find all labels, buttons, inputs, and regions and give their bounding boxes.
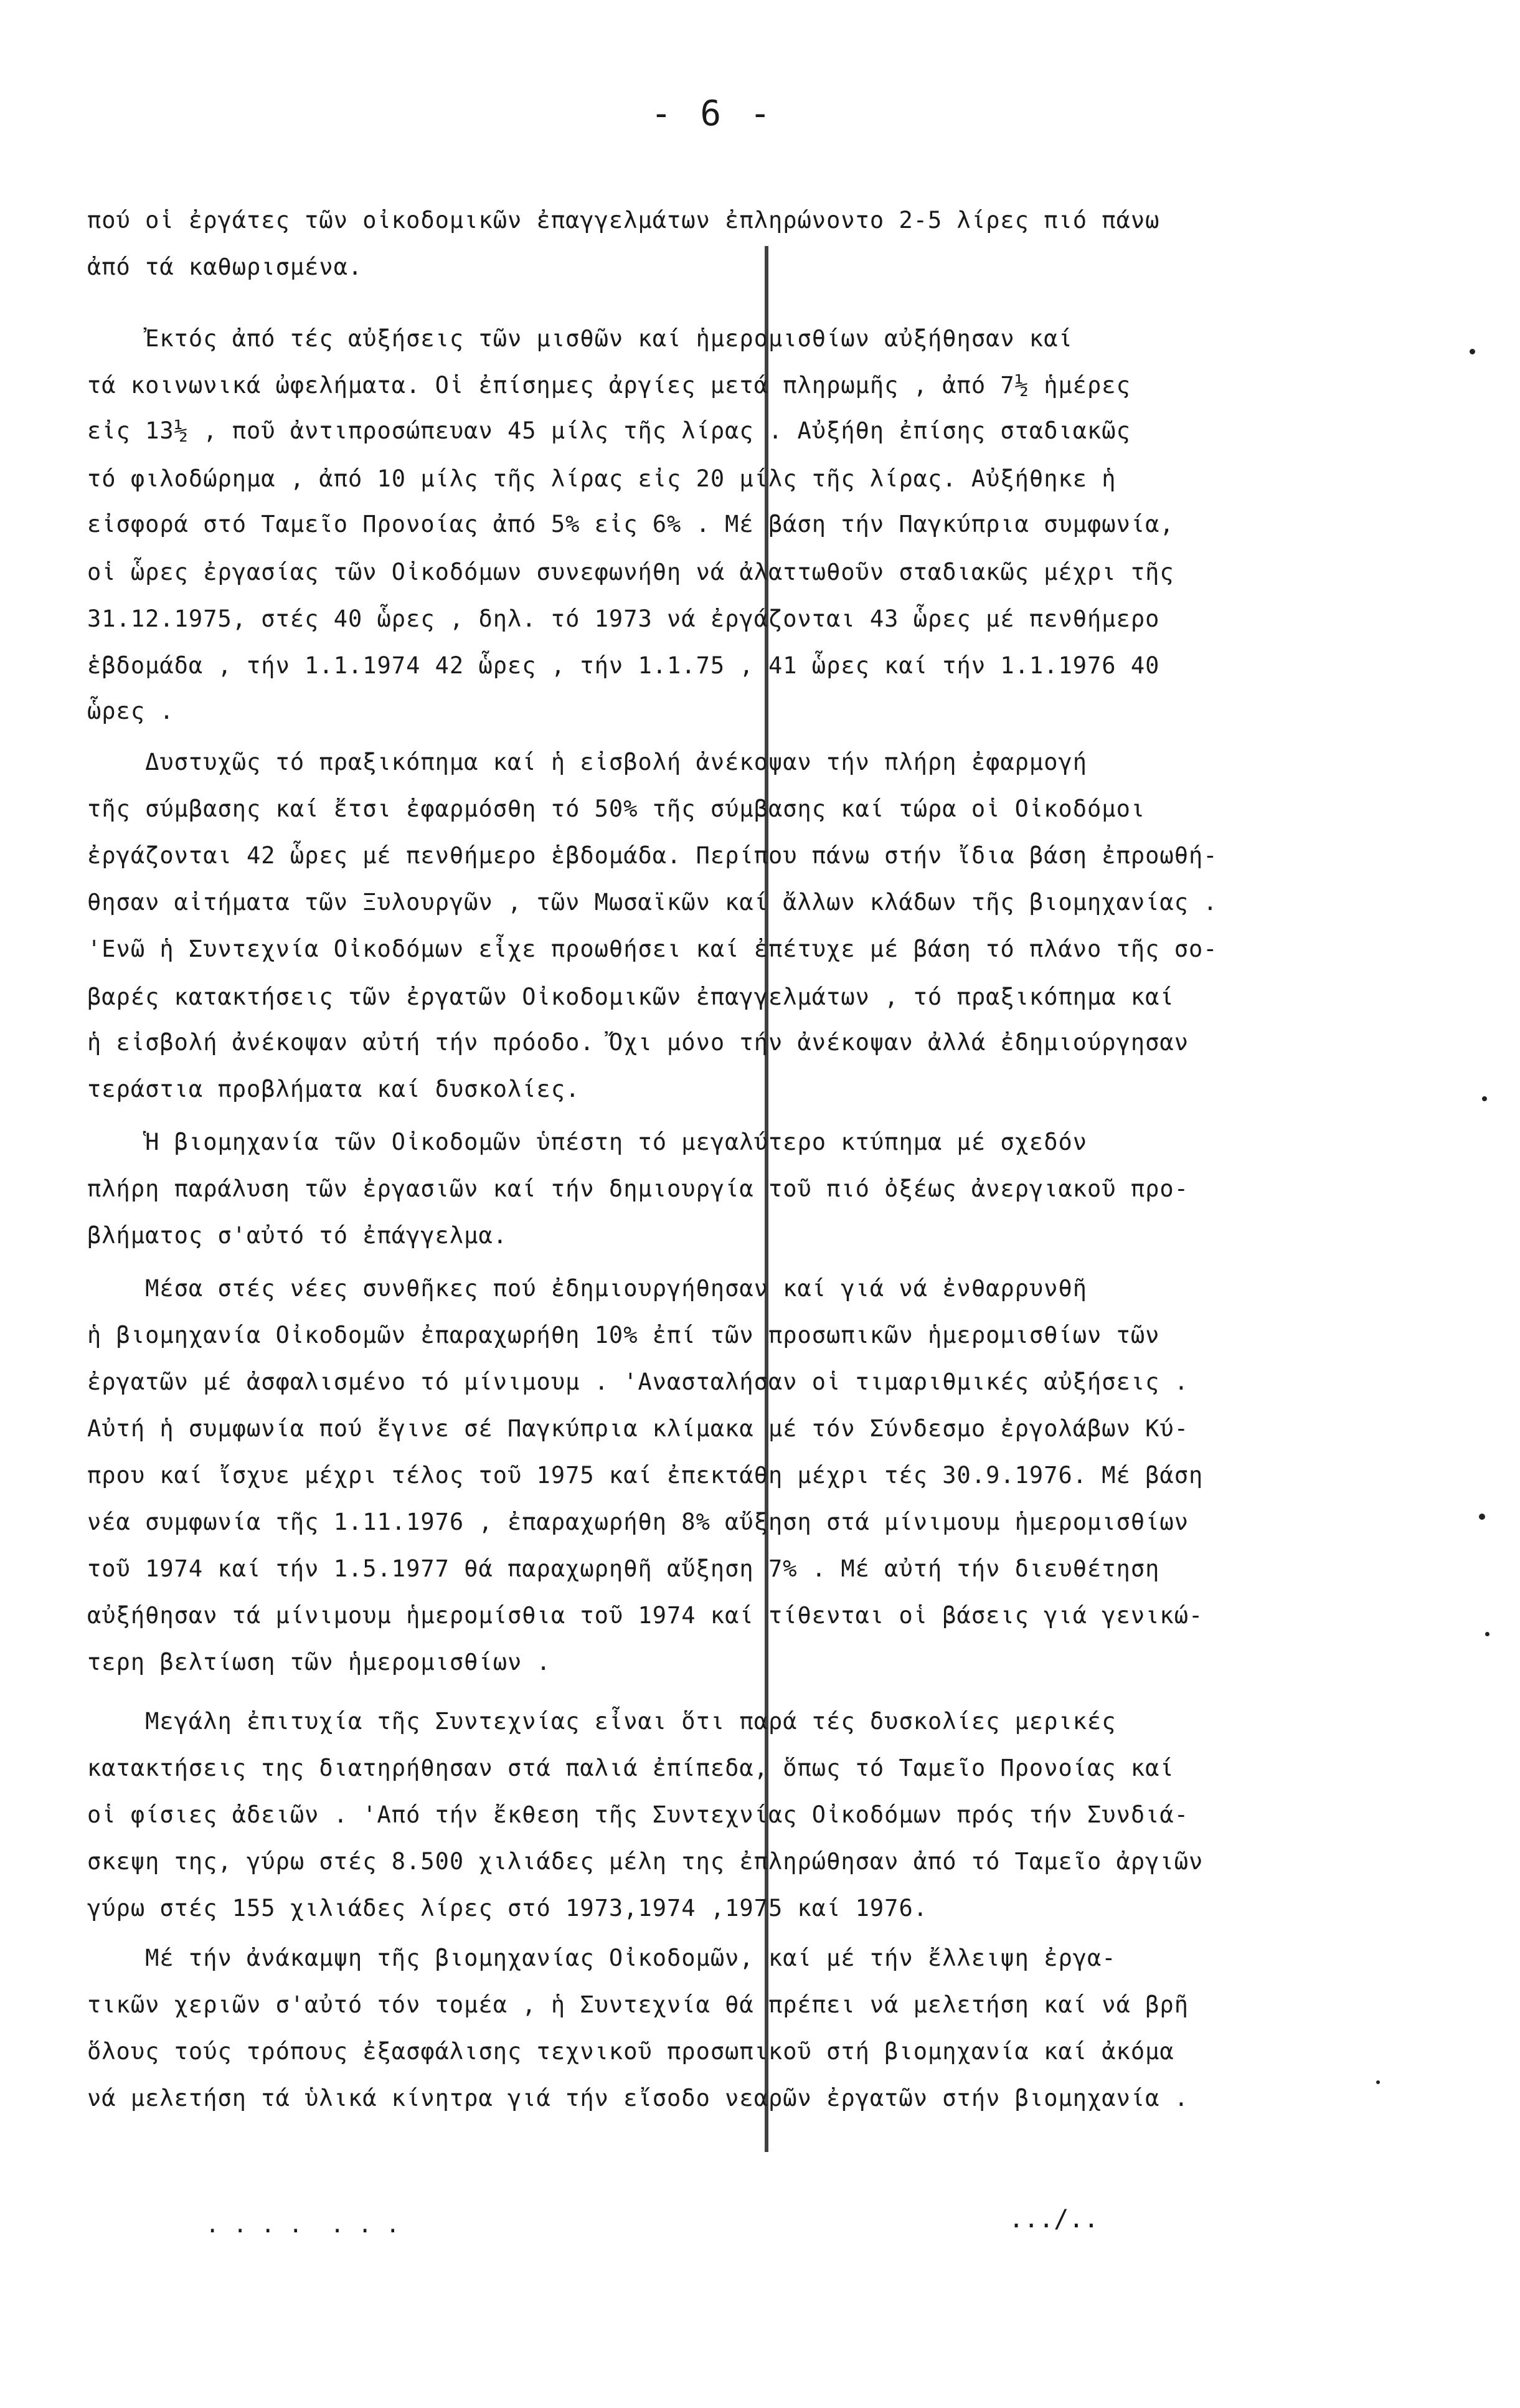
text-line: ἐργάζονται 42 ὧρες μέ πενθήμερο ἑβδομάδα. Περίπου πάνω στήν ἴδια βάση ἐπροωθή- — [87, 842, 1218, 869]
text-line: γύρω στές 155 χιλιάδες λίρες στό 1973,1974 ,1975 καί 1976. — [87, 1895, 928, 1922]
text-line: ἑβδομάδα , τήν 1.1.1974 42 ὧρες , τήν 1.1.75 , 41 ὧρες καί τήν 1.1.1976 40 — [87, 652, 1160, 679]
text-line: Μέ τήν ἀνάκαμψη τῆς βιομηχανίας Οἰκοδομῶν, καί μέ τήν ἔλλειψη ἐργα- — [87, 1945, 1116, 1971]
text-line: Αὐτή ἡ συμφωνία πού ἔγινε σέ Παγκύπρια κλίμακα μέ τόν Σύνδεσμο ἐργολάβων Κύ- — [87, 1415, 1189, 1442]
text-line: βλήματος σ'αὐτό τό ἐπάγγελμα. — [87, 1222, 508, 1249]
text-line: τεράστια προβλήματα καί δυσκολίες. — [87, 1076, 580, 1102]
text-line: τοῦ 1974 καί τήν 1.5.1977 θά παραχωρηθῆ αὔξηση 7% . Μέ αὐτή τήν διευθέτηση — [87, 1555, 1160, 1582]
text-line: τερη βελτίωση τῶν ἡμερομισθίων . — [87, 1649, 551, 1676]
text-line: εἰσφορά στό Ταμεῖο Προνοίας ἀπό 5% εἰς 6% . Μέ βάση τήν Παγκύπρια συμφωνία, — [87, 511, 1174, 538]
text-line: τά κοινωνικά ὠφελήματα. Οἱ ἐπίσημες ἀργίες μετά πληρωμῆς , ἀπό 7½ ἡμέρες — [87, 372, 1131, 399]
scan-speck — [1479, 1514, 1485, 1520]
text-line: οἱ φίσιες ἀδειῶν . 'Από τήν ἔκθεση τῆς Συντεχνίας Οἰκοδόμων πρός τήν Συνδιά- — [87, 1801, 1189, 1828]
text-line: αὐξήθησαν τά μίνιμουμ ἡμερομίσθια τοῦ 1974 καί τίθενται οἱ βάσεις γιά γενικώ- — [87, 1602, 1204, 1629]
text-line: Δυστυχῶς τό πραξικόπημα καί ἡ εἰσβολή ἀνέκοψαν τήν πλήρη ἐφαρμογή — [87, 749, 1088, 775]
text-line: ὅλους τούς τρόπους ἐξασφάλισης τεχνικοῦ προσωπικοῦ στή βιομηχανία καί ἀκόμα — [87, 2038, 1174, 2065]
scan-speck — [1482, 1096, 1487, 1101]
text-line: σκεψη της, γύρω στές 8.500 χιλιάδες μέλη της ἐπληρώθησαν ἀπό τό Ταμεῖο ἀργιῶν — [87, 1848, 1204, 1875]
text-line: τό φιλοδώρημα , ἀπό 10 μίλς τῆς λίρας εἰς 20 μίλς τῆς λίρας. Αὐξήθηκε ἡ — [87, 465, 1116, 492]
text-line: εἰς 13½ , ποῦ ἀντιπροσώπευαν 45 μίλς τῆς λίρας . Αὐξήθη ἐπίσης σταδιακῶς — [87, 417, 1131, 444]
text-line: πλήρη παράλυση τῶν ἐργασιῶν καί τήν δημιουργία τοῦ πιό ὀξέως ἀνεργιακοῦ προ- — [87, 1175, 1189, 1202]
text-line: ἡ βιομηχανία Οἰκοδομῶν ἐπαραχωρήθη 10% ἐπί τῶν προσωπικῶν ἡμερομισθίων τῶν — [87, 1322, 1160, 1349]
text-line: βαρές κατακτήσεις τῶν ἐργατῶν Οἰκοδομικῶν ἐπαγγελμάτων , τό πραξικόπημα καί — [87, 984, 1174, 1010]
text-line: τῆς σύμβασης καί ἔτσι ἐφαρμόσθη τό 50% τῆς σύμβασης καί τώρα οἱ Οἰκοδόμοι — [87, 795, 1146, 822]
text-line: ἀπό τά καθωρισμένα. — [87, 254, 363, 280]
text-line: θησαν αἰτήματα τῶν Ξυλουργῶν , τῶν Μωσαϊκῶν καί ἄλλων κλάδων τῆς βιομηχανίας . — [87, 889, 1218, 916]
footer-dots: . . . . . . . — [205, 2211, 400, 2238]
page-number: - 6 - — [651, 93, 775, 134]
text-line: νέα συμφωνία τῆς 1.11.1976 , ἐπαραχωρήθη 8% αὔξηση στά μίνιμουμ ἡμερομισθίων — [87, 1509, 1189, 1535]
text-line: νά μελετήση τά ὑλικά κίνητρα γιά τήν εἴσοδο νεαρῶν ἐργατῶν στήν βιομηχανία . — [87, 2085, 1189, 2112]
text-line: κατακτήσεις της διατηρήθησαν στά παλιά ἐπίπεδα, ὅπως τό Ταμεῖο Προνοίας καί — [87, 1755, 1174, 1781]
text-line: οἱ ὧρες ἐργασίας τῶν Οἰκοδόμων συνεφωνήθη νά ἀλαττωθοῦν σταδιακῶς μέχρι τῆς — [87, 559, 1174, 585]
text-line: Ἡ βιομηχανία τῶν Οἰκοδομῶν ὑπέστη τό μεγαλύτερο κτύπημα μέ σχεδόν — [87, 1129, 1088, 1155]
text-line: 31.12.1975, στές 40 ὧρες , δηλ. τό 1973 νά ἐργάζονται 43 ὧρες μέ πενθήμερο — [87, 605, 1160, 632]
text-line: 'Ενῶ ἡ Συντεχνία Οἰκοδόμων εἶχε προωθήσει καί ἐπέτυχε μέ βάση τό πλάνο τῆς σο- — [87, 936, 1218, 962]
scan-speck — [1470, 349, 1475, 354]
text-line: ὧρες . — [87, 698, 174, 724]
scan-speck — [1485, 1632, 1489, 1636]
text-line: Μέσα στές νέες συνθῆκες πού ἐδημιουργήθησαν καί γιά νά ἐνθαρρυνθῆ — [87, 1275, 1088, 1302]
text-line: πού οἱ ἐργάτες τῶν οἰκοδομικῶν ἐπαγγελμάτων ἐπληρώνοντο 2-5 λίρες πιό πάνω — [87, 207, 1160, 234]
continued-mark: .../.. — [1009, 2205, 1099, 2234]
text-line: Ἐκτός ἀπό τές αὐξήσεις τῶν μισθῶν καί ἡμερομισθίων αὐξήθησαν καί — [87, 325, 1073, 352]
text-line: ἐργατῶν μέ ἀσφαλισμένο τό μίνιμουμ . 'Ανασταλήσαν οἱ τιμαριθμικές αὐξήσεις . — [87, 1368, 1189, 1395]
scan-speck — [1376, 2080, 1380, 2084]
text-line: ἡ εἰσβολή ἀνέκοψαν αὐτή τήν πρόοδο. Ὄχι μόνο τήν ἀνέκοψαν ἀλλά ἐδημιούργησαν — [87, 1029, 1189, 1056]
text-line: πρου καί ἴσχυε μέχρι τέλος τοῦ 1975 καί ἐπεκτάθη μέχρι τές 30.9.1976. Μέ βάση — [87, 1462, 1204, 1489]
text-line: Μεγάλη ἐπιτυχία τῆς Συντεχνίας εἶναι ὅτι παρά τές δυσκολίες μερικές — [87, 1708, 1116, 1735]
text-line: τικῶν χεριῶν σ'αὐτό τόν τομέα , ἡ Συντεχνία θά πρέπει νά μελετήση καί νά βρῆ — [87, 1991, 1189, 2018]
